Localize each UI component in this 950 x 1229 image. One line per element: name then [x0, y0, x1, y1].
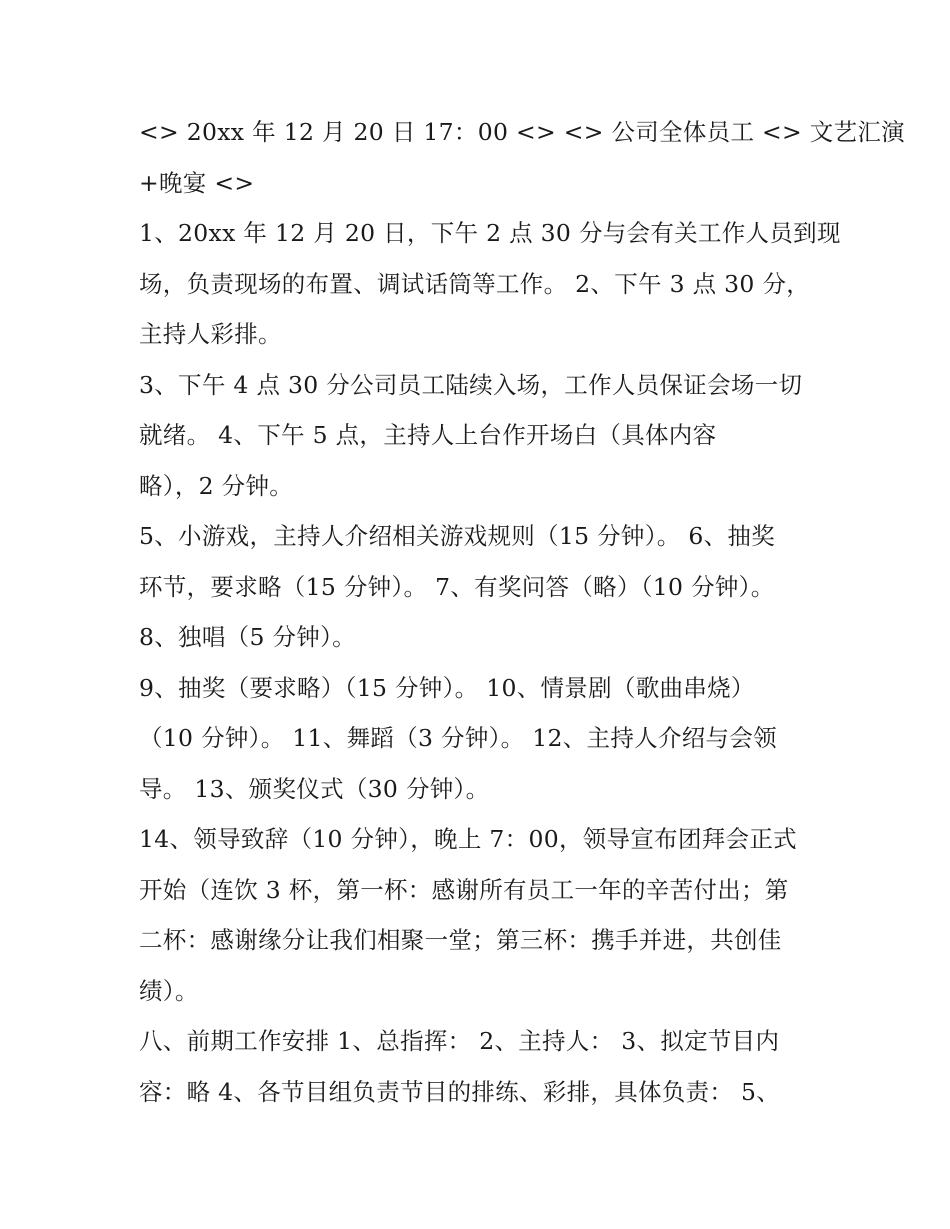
text-line: 9、抽奖（要求略）（15 分钟）。 10、情景剧（歌曲串烧）: [139, 673, 755, 702]
text-line: （10 分钟）。 11、舞蹈（3 分钟）。 12、主持人介绍与会领: [139, 724, 777, 752]
text-line: 二杯：感谢缘分让我们相聚一堂；第三杯：携手并进，共创佳: [139, 926, 782, 954]
text-line: 导。 13、颁奖仪式（30 分钟）。: [139, 774, 490, 803]
text-line: 5、小游戏，主持人介绍相关游戏规则（15 分钟）。 6、抽奖: [139, 522, 775, 550]
text-line: 8、独唱（5 分钟）。: [139, 623, 356, 651]
document-body: [139, 107, 905, 1117]
text-line: 略），2 分钟。: [139, 471, 294, 500]
text-line: 八、前期工作安排 1、总指挥： 2、主持人： 3、拟定节目内: [139, 1027, 780, 1055]
text-line: 开始（连饮 3 杯，第一杯：感谢所有员工一年的辛苦付出；第: [139, 875, 789, 904]
text-line: 14、领导致辞（10 分钟），晚上 7：00，领导宣布团拜会正式: [139, 825, 797, 853]
text-line: 1、20xx 年 12 月 20 日，下午 2 点 30 分与会有关工作人员到现: [139, 219, 841, 247]
text-line: 场，负责现场的布置、调试话筒等工作。 2、下午 3 点 30 分，: [139, 269, 811, 298]
text-line: 环节，要求略（15 分钟）。 7、有奖问答（略）（10 分钟）。: [139, 572, 775, 601]
text-line: 绩）。: [139, 976, 199, 1005]
text-line: 容：略 4、各节目组负责节目的排练、彩排，具体负责： 5、: [139, 1077, 781, 1106]
text-line: +晚宴 <>: [139, 168, 255, 197]
text-line: 主持人彩排。: [139, 320, 282, 348]
text-line: <> 20xx 年 12 月 20 日 17：00 <> <> 公司全体员工 <> 文艺汇演: [139, 118, 905, 146]
text-line: 就绪。 4、下午 5 点，主持人上台作开场白（具体内容: [139, 421, 717, 449]
text-line: 3、下午 4 点 30 分公司员工陆续入场，工作人员保证会场一切: [139, 370, 803, 399]
